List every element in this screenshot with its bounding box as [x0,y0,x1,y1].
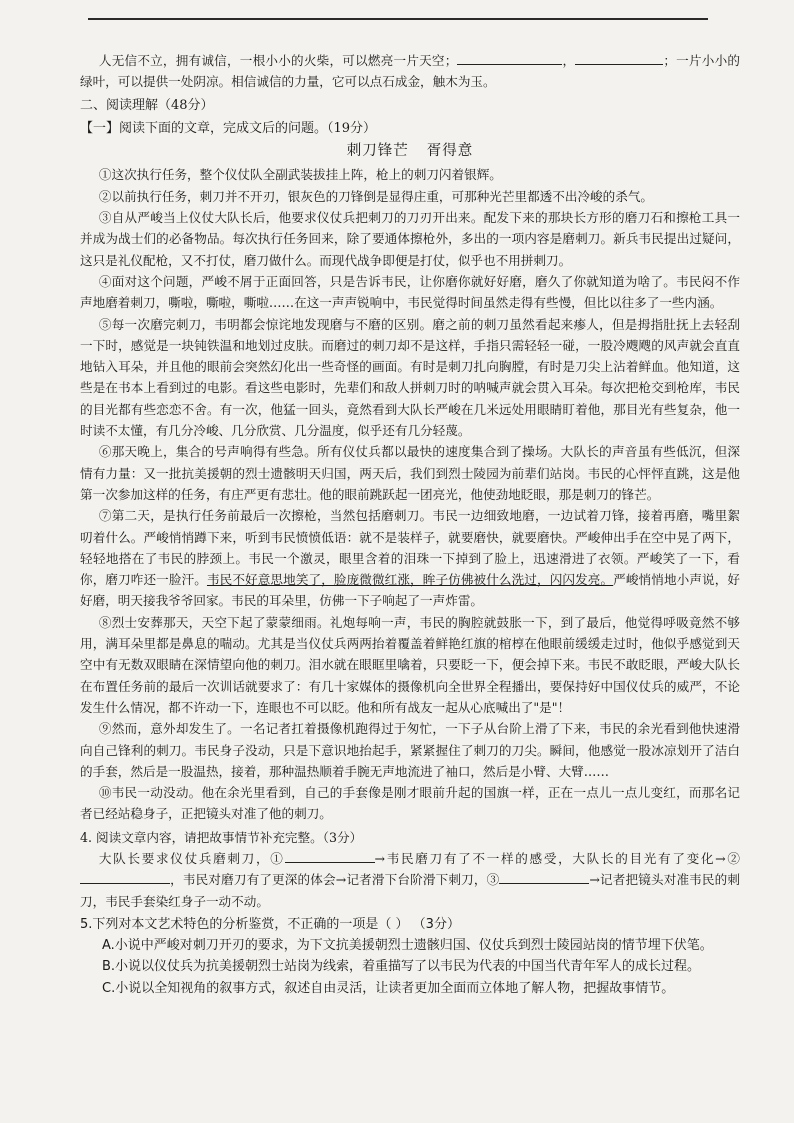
intro-blank-1[interactable] [457,51,562,65]
q4-blank-2[interactable] [80,870,170,884]
article-paragraph-5: ⑤每一次磨完刺刀，韦明都会惊诧地发现磨与不磨的区别。磨之前的刺刀虽然看起来瘆人，但是拇指肚抚上去轻刮一下时，感觉是一块钝铁温和地划过皮肤。而磨过的刺刀却不是这样，手指只需轻轻一碰，一股冷飕飕的风声就会直直地钻入耳朵，并且他的眼前会突然幻化出一些奇怪的画面。有时是刺刀扎向胸膛，有时是刀尖上沾着鲜血。他知道，这些是在书本上看到过的电影。看这些电影时，先辈们和敌人拼刺刀时的呐喊声就会贯入耳朵。每次把枪交到枪库，韦民的目光都有些恋恋不舍。有一次，他猛一回头，竟然看到大队长严峻在几米远处用眼睛盯着他，那目光有些复杂，他一时读不太懂，有几分冷峻、几分欣赏、几分温度，似乎还有几分轻蔑。 [80,316,740,439]
part-title: 【一】阅读下面的文章，完成文后的问题。（19分） [80,120,377,136]
article-paragraph-6: ⑥那天晚上，集合的号声响得有些急。所有仪仗兵都以最快的速度集合到了操场。大队长的声音虽有些低沉，但深情有力量：又一批抗美援朝的烈士遗骸明天归国，两天后，我们到烈士陵园为前辈们站岗。韦民的心怦怦直跳，这是他第一次参加这样的任务，有庄严更有悲壮。他的眼前跳跃起一团亮光，他使劲地眨眼，那是刺刀的锋芒。 [80,444,740,502]
q4-part-4: →记者把镜头对准韦民的刺刀，韦民手套染红身子一动不动。 [80,872,740,909]
question-5-option-c: C.小说以全知视角的叙事方式，叙述自由灵活，让读者更加全面而立体地了解人物，把握故事情节。 [102,980,675,996]
question-4-stem: 4. 阅读文章内容，请把故事情节补充完整。（3分） [80,829,363,845]
question-5-stem: 5.下列对本文艺术特色的分析鉴赏，不正确的一项是（ ） （3分） [80,916,460,932]
article-paragraph-1: ①这次执行任务，整个仪仗队全副武装拔挂上阵，枪上的刺刀闪着银辉。 [98,167,502,183]
q4-part-1: 大队长要求仪仗兵磨刺刀，① [98,850,285,866]
question-5-option-b: B.小说以仪仗兵为抗美援朝烈士站岗为线索，着重描写了以韦民为代表的中国当代青年军人的成长过程。 [102,959,701,975]
question-5-option-a: A.小说中严峻对刺刀开刃的要求，为下文抗美援朝烈士遗骸归国、仪仗兵到烈士陵园站岗的情节埋下伏笔。 [102,938,713,954]
page-body [80,50,740,999]
article-author: 胥得意 [426,143,474,160]
article-paragraph-9: ⑨然而，意外却发生了。一名记者扛着摄像机跑得过于匆忙，一下子从台阶上滑了下来，韦民的余光看到他快速滑向自己锋利的刺刀。韦民身子没动，只是下意识地抬起手，紧紧握住了刺刀的刀尖。瞬间，他感觉一股冰凉划开了洁白的手套，然后是一股温热，接着，那种温热顺着手腕无声地流进了袖口，然后是小臂、大臂…… [80,721,740,779]
article-title-line [80,141,740,162]
article-paragraph-3: ③自从严峻当上仪仗大队长后，他要求仪仗兵把刺刀的刀刃开出来。配发下来的那块长方形的磨刀石和擦枪工具一并成为战士们的必备物品。每次执行任务回来，除了要通体擦枪外，多出的一项内容是磨刺刀。新兵韦民提出过疑问，这只是礼仪配枪，又不打仗，磨刀做什么。而现代战争即便是打仗，似乎也不用拼刺刀。 [80,210,740,268]
article-title: 刺刀锋芒 [346,143,409,160]
underlined-sentence: 韦民不好意思地笑了，脸庞微微红涨，眸子仿佛被什么洗过，闪闪发亮。 [206,572,614,588]
top-border-line [88,18,708,20]
intro-text-a: 人无信不立，拥有诚信，一根小小的火柴，可以燃亮一片天空； [98,53,458,68]
article-paragraph-10: ⑩韦民一动没动。他在余光里看到，自己的手套像是刚才眼前升起的国旗一样，正在一点儿一点儿变红，而那名记者已经站稳身子，正把镜头对准了他的刺刀。 [80,785,740,822]
q4-blank-1[interactable] [285,849,375,863]
article-paragraph-7: ⑦第二天，是执行任务前最后一次擦枪，当然包括磨刺刀。韦民一边细致地磨，一边试着刀锋，接着再磨，嘴里絮叨着什么。严峻悄悄蹲下来，听到韦民愤愤低语：就不是装样子，就要磨快，就要磨快。严峻伸出手在空中晃了两下，轻轻地搭在了韦民的脖颈上。韦民一个激灵，眼里含着的泪珠一下掉到了脸上，迅速滑进了衣领。严峻笑了一下，看你，磨刀咋还一脸汗。韦民不好意思地笑了，脸庞微微红涨，眸子仿佛被什么洗过，闪闪发亮。严峻悄悄地小声说，好好磨，明天接我爷爷回家。韦民的耳朵里，仿佛一下子响起了一声炸雷。 [80,508,741,609]
q4-part-3: ，韦民对磨刀有了更深的体会→记者滑下台阶滑下刺刀，③ [170,872,500,888]
intro-paragraph: 人无信不立，拥有诚信，一根小小的火柴，可以燃亮一片天空； ， ；一片小小的绿叶，可以提供一处阴凉。相信诚信的力量，它可以点石成金，触木为玉。 [80,53,741,90]
section-title: 二、阅读理解（48分） [80,97,214,113]
article-paragraph-8: ⑧烈士安葬那天，天空下起了蒙蒙细雨。礼炮每响一声，韦民的胸腔就鼓胀一下，到了最后，他觉得呼吸竟然不够用，满耳朵里都是鼻息的喘动。尤其是当仪仗兵两两抬着覆盖着鲜艳红旗的棺椁在他眼前缓缓走过时，他似乎感觉到天空中有无数双眼睛在深情望向他的刺刀。泪水就在眼眶里噙着，只要眨一下，便会掉下来。韦民不敢眨眼，严峻大队长在布置任务前的最后一次训话就要求了：有几十家媒体的摄像机向全世界全程播出，要保持好中国仪仗兵的威严，不论发生什么情况，都不许动一下，连眼也不可以眨。他和所有战友一起从心底喊出了"是"！ [80,614,740,715]
q4-blank-3[interactable] [499,870,589,884]
q4-part-2: →韦民磨刀有了不一样的感受，大队长的目光有了变化→② [374,850,740,866]
article-paragraph-2: ②以前执行任务，刺刀并不开刃，银灰色的刀锋倒是显得庄重，可那种光芒里都透不出冷峻的杀气。 [98,188,654,204]
article-paragraph-4: ④面对这个问题，严峻不屑于正面回答，只是告诉韦民，让你磨你就好好磨，磨久了你就知道为啥了。韦民闷不作声地磨着刺刀，嘶啦，嘶啦，嘶啦……在这一声声锐响中，韦民觉得时间虽然走得有些慢，但比以往多了一些内涵。 [80,273,740,311]
intro-blank-2[interactable] [575,51,663,65]
intro-text-b: ；一片小小的绿叶，可以提供一处阴凉。相信诚信的力量，它可以点石成金，触木为玉。 [80,53,741,90]
question-4-body [80,848,740,912]
